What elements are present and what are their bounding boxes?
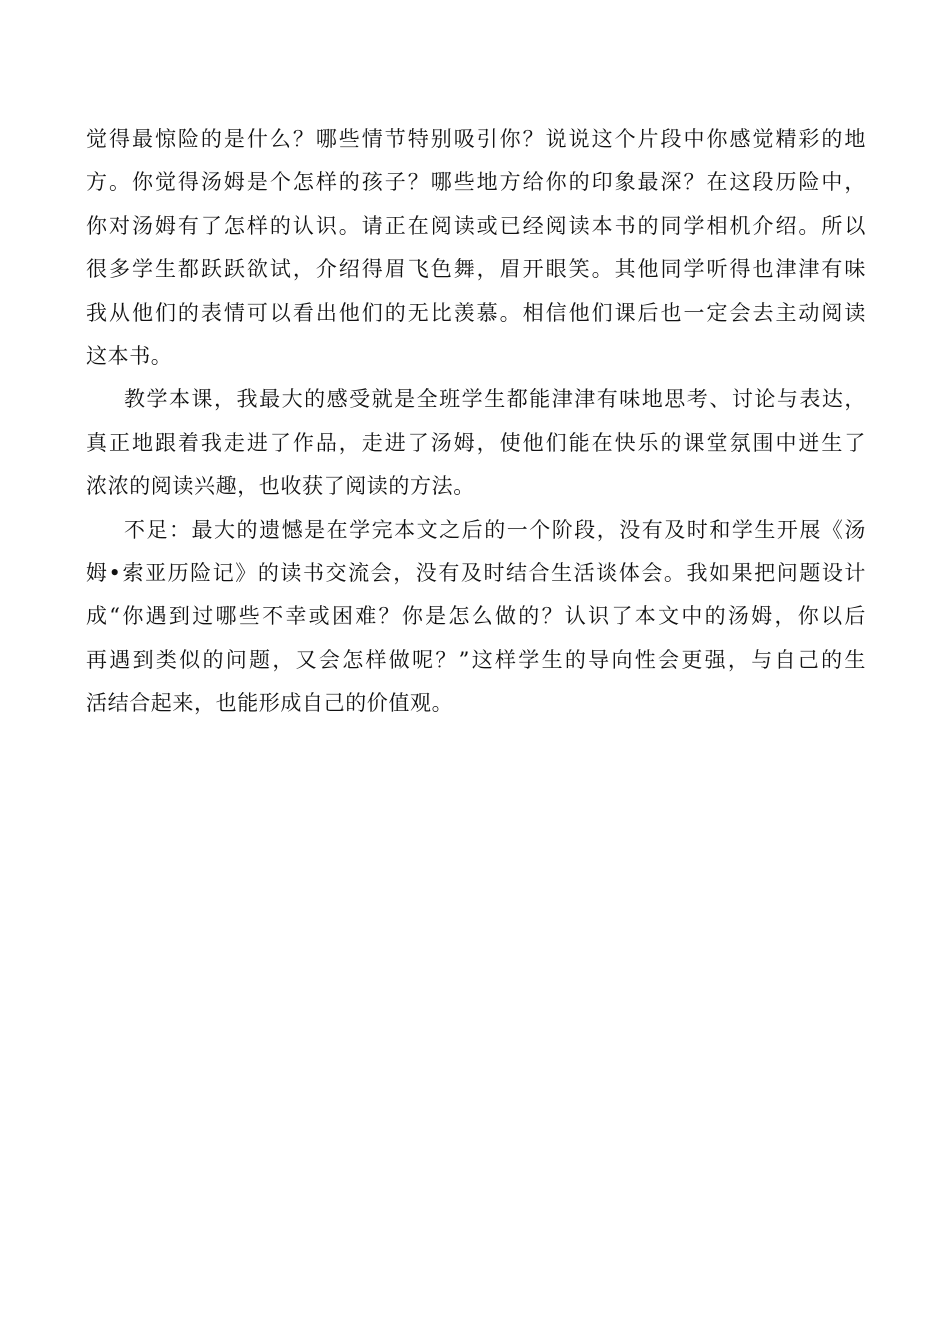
text-line: 你对汤姆有了怎样的认识。请正在阅读或已经阅读本书的同学相机介绍。所以 bbox=[86, 213, 866, 238]
paragraph-1 bbox=[86, 118, 866, 378]
text-line: 再遇到类似的问题，又会怎样做呢？”这样学生的导向性会更强，与自己的生 bbox=[86, 647, 866, 672]
text-line: 活结合起来，也能形成自己的价值观。 bbox=[86, 691, 454, 716]
text-line: 真正地跟着我走进了作品，走进了汤姆，使他们能在快乐的课堂氛围中迸生了 bbox=[86, 430, 866, 455]
text-line: 不足：最大的遗憾是在学完本文之后的一个阶段，没有及时和学生开展《汤 bbox=[124, 517, 866, 542]
text-line: 成“你遇到过哪些不幸或困难？你是怎么做的？认识了本文中的汤姆，你以后 bbox=[86, 604, 866, 629]
text-line: 这本书。 bbox=[86, 344, 173, 369]
text-line: 觉得最惊险的是什么？哪些情节特别吸引你？说说这个片段中你感觉精彩的地 bbox=[86, 127, 866, 151]
paragraph-3 bbox=[86, 509, 866, 726]
text-line: 姆•索亚历险记》的读书交流会，没有及时结合生活谈体会。我如果把问题设计 bbox=[86, 561, 866, 586]
text-line: 教学本课，我最大的感受就是全班学生都能津津有味地思考、讨论与表达， bbox=[124, 387, 866, 412]
text-line: 方。你觉得汤姆是个怎样的孩子？哪些地方给你的印象最深？在这段历险中， bbox=[86, 170, 866, 195]
paragraph-2 bbox=[86, 378, 866, 508]
document-body bbox=[86, 118, 866, 726]
text-line: 我从他们的表情可以看出他们的无比羡慕。相信他们课后也一定会去主动阅读 bbox=[86, 300, 866, 325]
text-line: 很多学生都跃跃欲试，介绍得眉飞色舞，眉开眼笑。其他同学听得也津津有味 bbox=[86, 257, 866, 282]
text-line: 浓浓的阅读兴趣，也收获了阅读的方法。 bbox=[86, 474, 475, 499]
